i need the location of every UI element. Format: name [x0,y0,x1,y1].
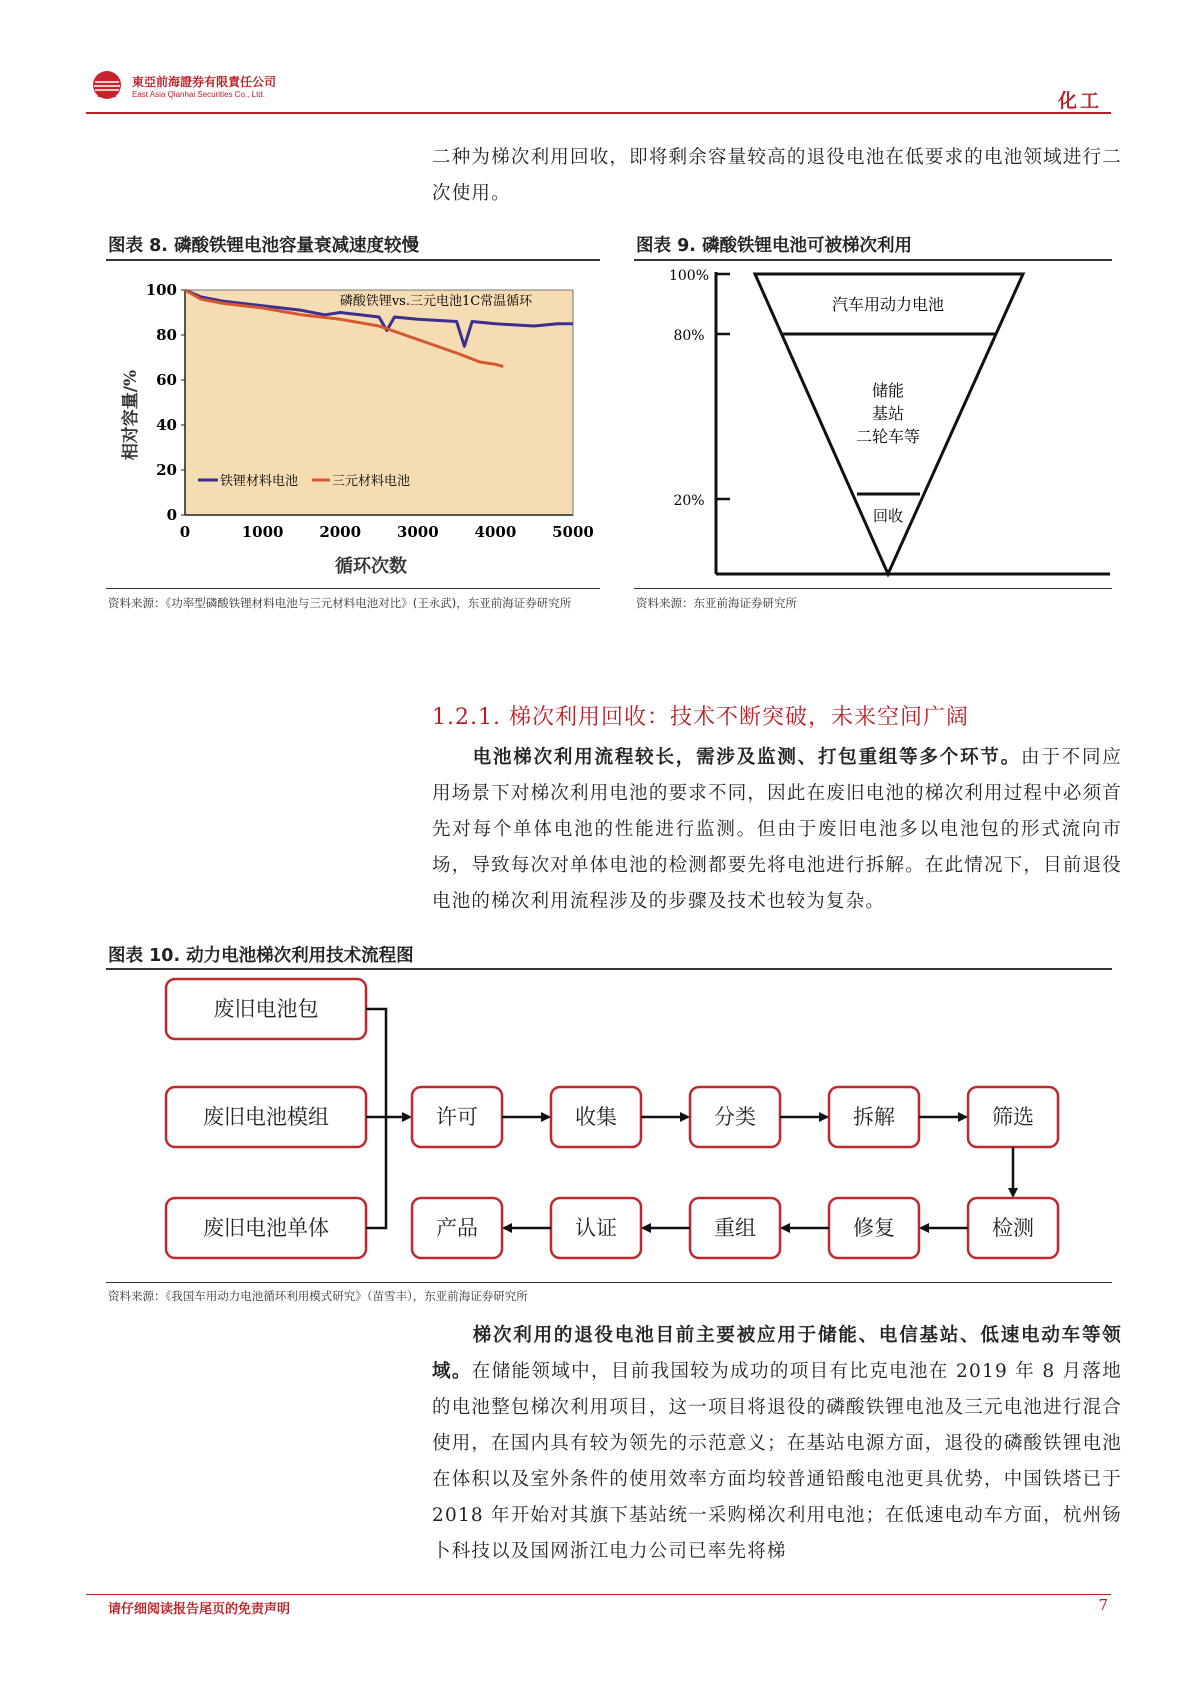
y-tick-label: 40 [156,416,177,434]
flow-input-module-label: 废旧电池模组 [203,1105,329,1129]
flow-input-module [166,1087,366,1147]
layer-two-wheeler: 二轮车等 [855,427,921,446]
figure9-bottom-rule [634,588,1112,589]
paragraph-2-body: 在储能领域中，目前我国较为成功的项目有比克电池在 2019 年 8 月落地的电池整包梯次利用项目，这一项目将退役的磷酸铁锂电池及三元电池进行混合使用，在国内具有较为领先的示范意义；在基站电源方面，退役的磷酸铁锂电池在体积以及室外条件的使用效率方面均较普通铅酸电池更具优势，中国铁塔已于 2018 年开始对其旗下基站统一采购梯次利用电池；在低速电动车方面，杭州钖卜科技以及国网浙江电力公司已率先将梯 [432,1361,1123,1562]
flow-step-certify [551,1198,641,1258]
flow-step-permit-label: 许可 [436,1105,478,1129]
company-name-en: East Asia Qianhai Securities Co., Ltd. [132,90,265,99]
flow-step-reassemble-label: 重组 [714,1216,756,1240]
flow-step-collect [551,1087,641,1147]
flow-step-reassemble [690,1198,780,1258]
flow-input-cell [166,1198,366,1258]
x-tick-label: 5000 [552,523,594,541]
x-tick-label: 2000 [319,523,362,541]
flow-step-product [412,1198,502,1258]
figure10-flowchart [106,970,1112,1280]
inverted-triangle [755,274,1023,574]
paragraph-1-body: 由于不同应用场景下对梯次利用电池的要求不同，因此在废旧电池的梯次利用过程中必须首先对每个单体电池的性能进行监测。但由于废旧电池多以电池包的形式流向市场，导致每次对单体电池的检测都要先将电池进行拆解。在此情况下，目前退役电池的梯次利用流程涉及的步骤及技术也较为复杂。 [432,747,1122,912]
flow-step-certify-label: 认证 [575,1216,617,1240]
figure8-source: 资料来源：《功率型磷酸铁锂材料电池与三元材料电池对比》(王永武)，东亚前海证券研究所 [108,596,572,610]
layer-base-station: 基站 [871,404,905,423]
flow-step-collect-label: 收集 [575,1105,617,1129]
intro-paragraph [432,140,1122,212]
section-heading: 1.2.1. 梯次利用回收：技术不断突破，未来空间广阔 [432,705,969,730]
header-divider [86,112,1111,114]
figure9-diagram [634,262,1112,588]
page-number: 7 [1098,1596,1108,1614]
company-logo [92,70,122,100]
legend-label-lfp: 铁锂材料电池 [220,474,299,489]
company-name-cn: 東亞前海證券有限責任公司 [132,75,277,89]
disclaimer-note: 请仔细阅读报告尾页的免责声明 [108,1602,291,1617]
flow-step-inspect [968,1198,1058,1258]
paragraph-2-lead: 梯次利用的退役电池目前主要被应用于储能、电信基站、低速电动车等领域。 [432,1325,1122,1382]
flow-input-cell-label: 废旧电池单体 [203,1216,329,1240]
y-label-100: 100% [668,268,710,284]
paragraph-1 [432,740,1122,920]
flow-step-repair-label: 修复 [853,1216,895,1240]
report-section-label: 化工 [1057,90,1102,112]
x-tick-label: 1000 [241,523,284,541]
flow-step-dismantle-label: 拆解 [853,1105,895,1129]
figure8-chart [106,265,600,587]
figure8-title-rule [106,259,600,261]
figure9-title-rule [634,259,1112,261]
x-tick-label: 4000 [474,523,517,541]
paragraph-1-lead: 电池梯次利用流程较长，需涉及监测、打包重组等多个环节。 [472,747,1022,768]
y-tick-label: 80 [156,326,177,344]
figure10-title: 图表 10. 动力电池梯次利用技术流程图 [108,946,414,966]
flow-input-bracket [366,1009,386,1228]
flow-step-repair [829,1198,919,1258]
flow-input-pack [166,979,366,1039]
layer-storage: 储能 [871,381,905,400]
x-tick-label: 0 [179,523,191,541]
flow-input-pack-label: 废旧电池包 [213,997,319,1021]
flow-step-dismantle [829,1087,919,1147]
y-label-20: 20% [673,493,705,509]
y-tick-label: 0 [166,506,177,524]
legend-label-ncm: 三元材料电池 [332,474,411,489]
flow-step-permit [412,1087,502,1147]
figure10-source: 资料来源：《我国车用动力电池循环利用模式研究》（苗雪丰），东亚前海证券研究所 [108,1289,528,1303]
figure8-title: 图表 8. 磷酸铁锂电池容量衰减速度较慢 [108,236,420,256]
figure9-title: 图表 9. 磷酸铁锂电池可被梯次利用 [636,236,913,256]
paragraph-2 [432,1318,1122,1570]
footer-divider [86,1594,1111,1595]
flow-step-screen [968,1087,1058,1147]
figure10-bottom-rule [106,1282,1112,1283]
flow-step-inspect-label: 检测 [992,1216,1034,1240]
y-label-80: 80% [673,328,705,344]
y-tick-label: 20 [156,461,177,479]
y-tick-label: 100 [145,281,177,299]
layer-ev-battery: 汽车用动力电池 [831,295,945,314]
flow-step-product-label: 产品 [436,1216,478,1240]
flow-step-classify [690,1087,780,1147]
chart-title: 磷酸铁锂vs.三元电池1C常温循环 [339,294,533,309]
flow-step-classify-label: 分类 [714,1105,756,1129]
figure8-bottom-rule [106,588,600,589]
x-axis-label: 循环次数 [335,556,407,577]
layer-recycle: 回收 [872,507,904,525]
y-tick-label: 60 [156,371,177,389]
flow-step-screen-label: 筛选 [992,1105,1034,1129]
intro-text: 二种为梯次利用回收，即将剩余容量较高的退役电池在低要求的电池领域进行二次使用。 [432,147,1122,204]
figure9-source: 资料来源：东亚前海证券研究所 [636,596,797,610]
y-axis-label: 相对容量/% [121,369,141,461]
x-tick-label: 3000 [396,523,439,541]
